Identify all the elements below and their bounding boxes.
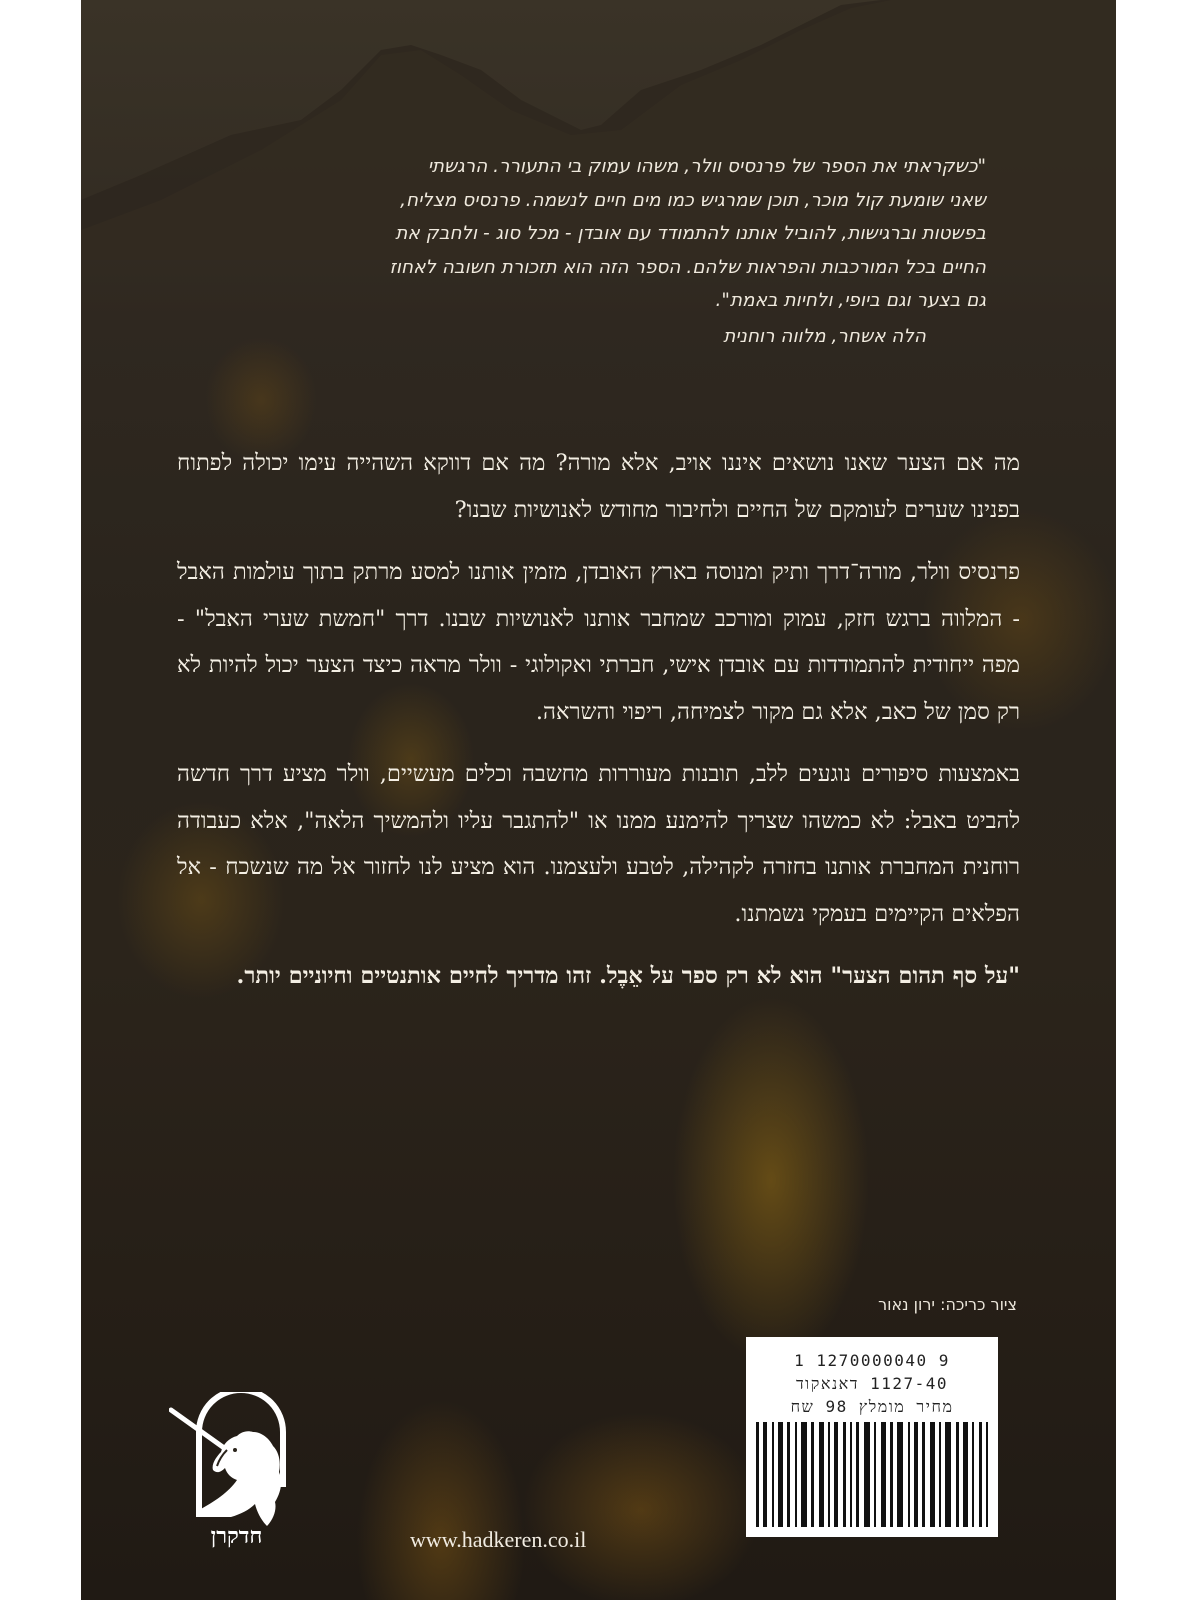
endorsement-quote (206, 150, 986, 353)
quote-line: "כשקראתי את הספר של פרנסיס וולר, משהו עמוק בי התעורר. הרגשתי (427, 156, 986, 177)
quote-attribution: הלה אשחר, מלווה רוחנית (723, 325, 926, 347)
description-paragraph: באמצעות סיפורים נוגעים ללב, תובנות מעוררות מחשבה וכלים מעשיים, וולר מציע דרך חדשה להביט באבל: לא כמשהו שצריך להימנע ממנו או "להתגבר עליו ולהמשיך הלאה", אלא כעבודה רוחנית המחברת אותנו בחזרה לקהילה, לטבע ולעצמנו. הוא מציע לנו לחזור אל מה שנשכח - אל הפלאים הקיימים בעמקי נשמתנו. (177, 761, 1020, 927)
book-description (177, 440, 1020, 1016)
closing-statement: "על סף תהום הצער" הוא לא רק ספר על אֵבֶל. זהו מדריך לחיים אותנטיים וחיוניים יותר. (236, 963, 1020, 989)
publisher-name: חדקרן (210, 1523, 263, 1549)
barcode-icon (756, 1422, 988, 1527)
book-back-cover (81, 0, 1116, 1600)
description-paragraph: פרנסיס וולר, מורה־דרך ותיק ומנוסה בארץ האובדן, מזמין אותנו למסע מרתק בתוך עולמות האבל - המלווה ברגש חזק, עמוק ומורכב שמחבר אותנו לאנושיות שבנו. דרך "חמשת שערי האבל" - מפה ייחודית להתמודדות עם אובדן אישי, חברתי ואקולוגי - וולר מראה כיצד הצער יכול להיות לא רק סמן של כאב, אלא גם מקור לצמיחה, ריפוי והשראה. (177, 559, 1020, 725)
quote-line: שאני שומעת קול מוכר, תוכן שמרגיש כמו מים חיים לנשמה. פרנסיס מצליח, (400, 189, 986, 211)
publisher-website[interactable]: www.hadkeren.co.il (410, 1527, 587, 1552)
quote-line: גם בצער וגם ביופי, ולחיות באמת". (715, 290, 986, 311)
catalog-code: 1127-40 דאנאקוד (795, 1374, 949, 1393)
description-paragraph: מה אם הצער שאנו נושאים איננו אויב, אלא מורה? מה אם דווקא השהייה עימו יכולה לפתוח בפנינו שערים לעומקם של החיים ולחיבור מחודש לאנושיות שבנו? (177, 450, 1020, 523)
barcode-label (746, 1337, 998, 1537)
quote-line: החיים בכל המורכבות והפראות שלהם. הספר הזה הוא תזכורת חשובה לאחוז (389, 256, 986, 278)
barcode-number: 1 1270000040 9 (794, 1351, 950, 1370)
cover-art-credit: ציור כריכה: ירון נאור (878, 1295, 1017, 1314)
quote-line: בפשטות וברגישות, להוביל אותנו להתמודד עם אובדן - מכל סוג - ולחבק את (395, 223, 986, 244)
recommended-price: מחיר מומלץ 98 שח (790, 1397, 954, 1416)
